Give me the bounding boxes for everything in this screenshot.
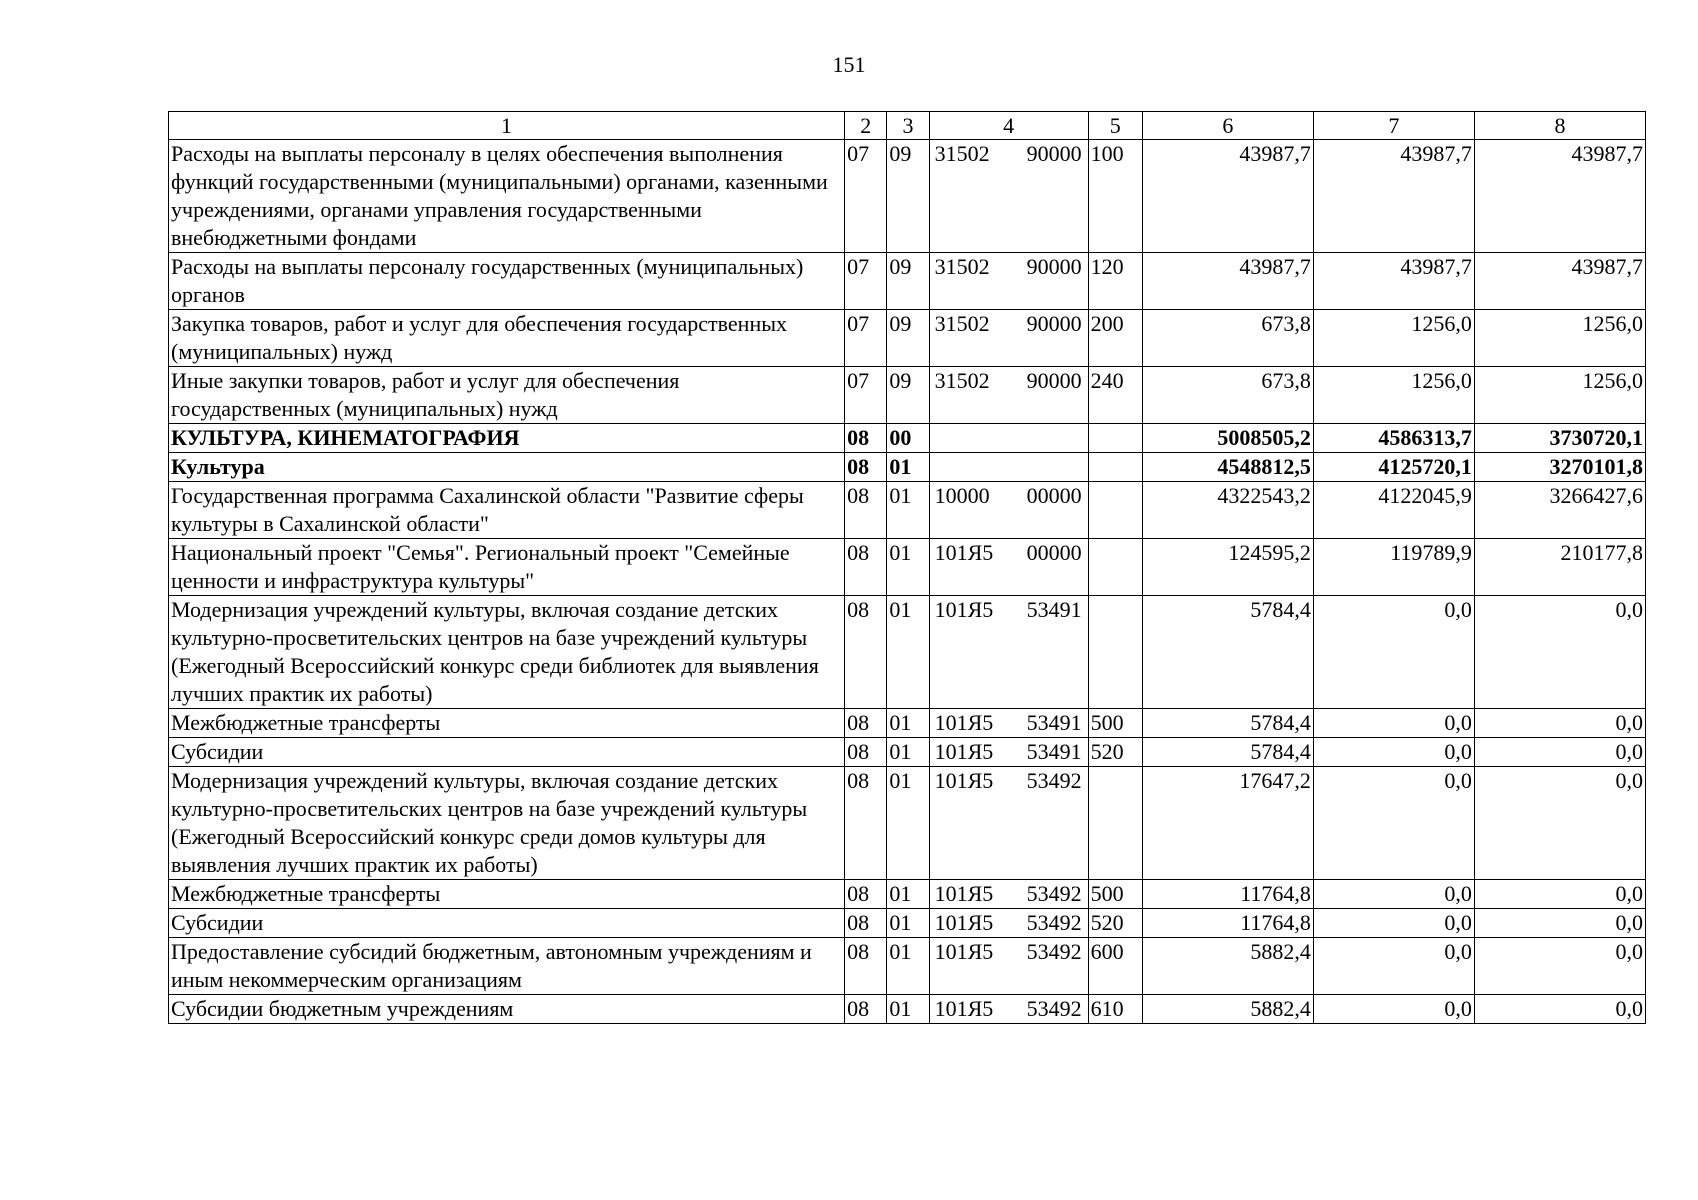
target-article-code bbox=[929, 453, 1088, 482]
amount-col-7: 0,0 bbox=[1313, 596, 1474, 709]
header-row bbox=[169, 112, 1646, 140]
section-code: 08 bbox=[845, 709, 887, 738]
section-code: 07 bbox=[845, 310, 887, 367]
section-code: 08 bbox=[845, 453, 887, 482]
table-row bbox=[169, 367, 1646, 424]
amount-col-6: 5784,4 bbox=[1142, 738, 1313, 767]
row-name: Модернизация учреждений культуры, включая создание детских культурно-просветительских центров на базе учреждений культуры (Ежегодный Всероссийский конкурс среди домов культуры для выявления лучших практик их работы) bbox=[169, 767, 845, 880]
row-name: Предоставление субсидий бюджетным, автономным учреждениям и иным некоммерческим организациям bbox=[169, 938, 845, 995]
section-code: 08 bbox=[845, 909, 887, 938]
expense-type-code: 610 bbox=[1088, 995, 1142, 1024]
program-code: 10000 bbox=[934, 483, 990, 508]
subsection-code: 01 bbox=[887, 709, 929, 738]
target-article-code bbox=[929, 253, 1088, 310]
budget-table bbox=[168, 111, 1646, 1024]
amount-col-8: 0,0 bbox=[1474, 738, 1645, 767]
direction-code: 90000 bbox=[1026, 311, 1082, 336]
section-code: 08 bbox=[845, 995, 887, 1024]
subsection-code: 01 bbox=[887, 596, 929, 709]
amount-col-8: 1256,0 bbox=[1474, 310, 1645, 367]
amount-col-7: 0,0 bbox=[1313, 938, 1474, 995]
header-cell: 7 bbox=[1313, 112, 1474, 140]
amount-col-8: 0,0 bbox=[1474, 995, 1645, 1024]
subsection-code: 01 bbox=[887, 880, 929, 909]
direction-code: 53492 bbox=[1026, 881, 1082, 906]
section-code: 08 bbox=[845, 738, 887, 767]
header-cell: 8 bbox=[1474, 112, 1645, 140]
table-row bbox=[169, 140, 1646, 253]
subsection-code: 09 bbox=[887, 140, 929, 253]
row-name: Государственная программа Сахалинской области "Развитие сферы культуры в Сахалинской области" bbox=[169, 482, 845, 539]
direction-code: 00000 bbox=[1026, 483, 1082, 508]
row-name: Расходы на выплаты персоналу государственных (муниципальных) органов bbox=[169, 253, 845, 310]
section-code: 08 bbox=[845, 424, 887, 453]
amount-col-7: 119789,9 bbox=[1313, 539, 1474, 596]
target-article-code bbox=[929, 482, 1088, 539]
amount-col-8: 43987,7 bbox=[1474, 253, 1645, 310]
amount-col-6: 4322543,2 bbox=[1142, 482, 1313, 539]
row-name: Субсидии бюджетным учреждениям bbox=[169, 995, 845, 1024]
amount-col-7: 4122045,9 bbox=[1313, 482, 1474, 539]
program-code: 31502 bbox=[934, 141, 990, 166]
section-code: 08 bbox=[845, 482, 887, 539]
table-row bbox=[169, 453, 1646, 482]
row-name: Субсидии bbox=[169, 909, 845, 938]
header-cell: 3 bbox=[887, 112, 929, 140]
program-code: 101Я5 bbox=[934, 881, 994, 906]
program-code: 31502 bbox=[934, 254, 990, 279]
direction-code: 53491 bbox=[1026, 710, 1082, 735]
target-article-code bbox=[929, 738, 1088, 767]
target-article-code bbox=[929, 140, 1088, 253]
amount-col-8: 1256,0 bbox=[1474, 367, 1645, 424]
amount-col-6: 5882,4 bbox=[1142, 938, 1313, 995]
header-cell: 2 bbox=[845, 112, 887, 140]
expense-type-code: 120 bbox=[1088, 253, 1142, 310]
header-cell: 1 bbox=[169, 112, 845, 140]
program-code: 101Я5 bbox=[934, 739, 994, 764]
amount-col-7: 0,0 bbox=[1313, 709, 1474, 738]
direction-code: 00000 bbox=[1026, 540, 1082, 565]
direction-code: 53492 bbox=[1026, 768, 1082, 793]
row-name: Модернизация учреждений культуры, включая создание детских культурно-просветительских центров на базе учреждений культуры (Ежегодный Всероссийский конкурс среди библиотек для выявления лучших практик их работы) bbox=[169, 596, 845, 709]
expense-type-code bbox=[1088, 596, 1142, 709]
direction-code: 53491 bbox=[1026, 739, 1082, 764]
program-code: 101Я5 bbox=[934, 597, 994, 622]
section-code: 08 bbox=[845, 880, 887, 909]
target-article-code bbox=[929, 709, 1088, 738]
row-name: Субсидии bbox=[169, 738, 845, 767]
subsection-code: 01 bbox=[887, 909, 929, 938]
amount-col-7: 4586313,7 bbox=[1313, 424, 1474, 453]
row-name: КУЛЬТУРА, КИНЕМАТОГРАФИЯ bbox=[169, 424, 845, 453]
program-code: 101Я5 bbox=[934, 540, 994, 565]
section-code: 08 bbox=[845, 938, 887, 995]
target-article-code bbox=[929, 938, 1088, 995]
direction-code: 53492 bbox=[1026, 939, 1082, 964]
target-article-code bbox=[929, 909, 1088, 938]
amount-col-8: 3266427,6 bbox=[1474, 482, 1645, 539]
amount-col-8: 0,0 bbox=[1474, 909, 1645, 938]
row-name: Межбюджетные трансферты bbox=[169, 709, 845, 738]
amount-col-8: 3730720,1 bbox=[1474, 424, 1645, 453]
amount-col-8: 0,0 bbox=[1474, 767, 1645, 880]
section-code: 07 bbox=[845, 253, 887, 310]
amount-col-8: 0,0 bbox=[1474, 596, 1645, 709]
expense-type-code: 240 bbox=[1088, 367, 1142, 424]
expense-type-code: 520 bbox=[1088, 738, 1142, 767]
amount-col-6: 17647,2 bbox=[1142, 767, 1313, 880]
subsection-code: 01 bbox=[887, 738, 929, 767]
amount-col-6: 5008505,2 bbox=[1142, 424, 1313, 453]
section-code: 08 bbox=[845, 596, 887, 709]
direction-code: 53491 bbox=[1026, 597, 1082, 622]
table-body bbox=[169, 140, 1646, 1024]
expense-type-code: 200 bbox=[1088, 310, 1142, 367]
amount-col-7: 43987,7 bbox=[1313, 253, 1474, 310]
target-article-code bbox=[929, 880, 1088, 909]
header-cell: 6 bbox=[1142, 112, 1313, 140]
subsection-code: 01 bbox=[887, 482, 929, 539]
target-article-code bbox=[929, 367, 1088, 424]
amount-col-8: 210177,8 bbox=[1474, 539, 1645, 596]
expense-type-code: 100 bbox=[1088, 140, 1142, 253]
amount-col-7: 43987,7 bbox=[1313, 140, 1474, 253]
amount-col-6: 673,8 bbox=[1142, 367, 1313, 424]
amount-col-7: 1256,0 bbox=[1313, 310, 1474, 367]
table-row bbox=[169, 253, 1646, 310]
amount-col-7: 4125720,1 bbox=[1313, 453, 1474, 482]
program-code: 101Я5 bbox=[934, 710, 994, 735]
amount-col-6: 4548812,5 bbox=[1142, 453, 1313, 482]
amount-col-8: 0,0 bbox=[1474, 709, 1645, 738]
amount-col-7: 0,0 bbox=[1313, 880, 1474, 909]
table-row bbox=[169, 738, 1646, 767]
row-name: Закупка товаров, работ и услуг для обеспечения государственных (муниципальных) нужд bbox=[169, 310, 845, 367]
program-code: 101Я5 bbox=[934, 768, 994, 793]
amount-col-7: 0,0 bbox=[1313, 738, 1474, 767]
direction-code: 90000 bbox=[1026, 254, 1082, 279]
target-article-code bbox=[929, 596, 1088, 709]
table-row bbox=[169, 424, 1646, 453]
expense-type-code: 500 bbox=[1088, 880, 1142, 909]
expense-type-code bbox=[1088, 424, 1142, 453]
amount-col-6: 5882,4 bbox=[1142, 995, 1313, 1024]
row-name: Межбюджетные трансферты bbox=[169, 880, 845, 909]
expense-type-code bbox=[1088, 453, 1142, 482]
subsection-code: 09 bbox=[887, 253, 929, 310]
subsection-code: 01 bbox=[887, 995, 929, 1024]
expense-type-code: 600 bbox=[1088, 938, 1142, 995]
table-row bbox=[169, 909, 1646, 938]
expense-type-code: 500 bbox=[1088, 709, 1142, 738]
target-article-code bbox=[929, 767, 1088, 880]
table-row bbox=[169, 880, 1646, 909]
section-code: 07 bbox=[845, 140, 887, 253]
table-row bbox=[169, 767, 1646, 880]
amount-col-8: 3270101,8 bbox=[1474, 453, 1645, 482]
amount-col-7: 1256,0 bbox=[1313, 367, 1474, 424]
table-row bbox=[169, 995, 1646, 1024]
subsection-code: 09 bbox=[887, 367, 929, 424]
table-row bbox=[169, 310, 1646, 367]
expense-type-code bbox=[1088, 767, 1142, 880]
subsection-code: 09 bbox=[887, 310, 929, 367]
direction-code: 90000 bbox=[1026, 141, 1082, 166]
direction-code: 53492 bbox=[1026, 910, 1082, 935]
direction-code: 90000 bbox=[1026, 368, 1082, 393]
subsection-code: 01 bbox=[887, 767, 929, 880]
subsection-code: 00 bbox=[887, 424, 929, 453]
row-name: Иные закупки товаров, работ и услуг для обеспечения государственных (муниципальных) нужд bbox=[169, 367, 845, 424]
program-code: 31502 bbox=[934, 368, 990, 393]
program-code: 101Я5 bbox=[934, 939, 994, 964]
table-row bbox=[169, 938, 1646, 995]
amount-col-7: 0,0 bbox=[1313, 995, 1474, 1024]
amount-col-8: 0,0 bbox=[1474, 880, 1645, 909]
amount-col-6: 11764,8 bbox=[1142, 909, 1313, 938]
direction-code: 53492 bbox=[1026, 996, 1082, 1021]
program-code: 101Я5 bbox=[934, 910, 994, 935]
target-article-code bbox=[929, 310, 1088, 367]
amount-col-6: 5784,4 bbox=[1142, 596, 1313, 709]
amount-col-6: 43987,7 bbox=[1142, 253, 1313, 310]
row-name: Культура bbox=[169, 453, 845, 482]
amount-col-7: 0,0 bbox=[1313, 909, 1474, 938]
table-row bbox=[169, 596, 1646, 709]
section-code: 08 bbox=[845, 767, 887, 880]
amount-col-6: 673,8 bbox=[1142, 310, 1313, 367]
amount-col-7: 0,0 bbox=[1313, 767, 1474, 880]
row-name: Национальный проект "Семья". Региональный проект "Семейные ценности и инфраструктура культуры" bbox=[169, 539, 845, 596]
target-article-code bbox=[929, 995, 1088, 1024]
target-article-code bbox=[929, 539, 1088, 596]
subsection-code: 01 bbox=[887, 453, 929, 482]
program-code: 31502 bbox=[934, 311, 990, 336]
table-row bbox=[169, 482, 1646, 539]
amount-col-6: 124595,2 bbox=[1142, 539, 1313, 596]
amount-col-6: 5784,4 bbox=[1142, 709, 1313, 738]
amount-col-6: 11764,8 bbox=[1142, 880, 1313, 909]
subsection-code: 01 bbox=[887, 938, 929, 995]
table-row bbox=[169, 539, 1646, 596]
page-number: 151 bbox=[832, 52, 866, 77]
table-row bbox=[169, 709, 1646, 738]
target-article-code bbox=[929, 424, 1088, 453]
expense-type-code bbox=[1088, 482, 1142, 539]
expense-type-code: 520 bbox=[1088, 909, 1142, 938]
section-code: 08 bbox=[845, 539, 887, 596]
expense-type-code bbox=[1088, 539, 1142, 596]
amount-col-8: 0,0 bbox=[1474, 938, 1645, 995]
amount-col-8: 43987,7 bbox=[1474, 140, 1645, 253]
amount-col-6: 43987,7 bbox=[1142, 140, 1313, 253]
row-name: Расходы на выплаты персоналу в целях обеспечения выполнения функций государственными (муниципальными) органами, казенными учреждениями, органами управления государственными внебюджетными фондами bbox=[169, 140, 845, 253]
program-code: 101Я5 bbox=[934, 996, 994, 1021]
header-cell: 4 bbox=[929, 112, 1088, 140]
subsection-code: 01 bbox=[887, 539, 929, 596]
header-cell: 5 bbox=[1088, 112, 1142, 140]
section-code: 07 bbox=[845, 367, 887, 424]
